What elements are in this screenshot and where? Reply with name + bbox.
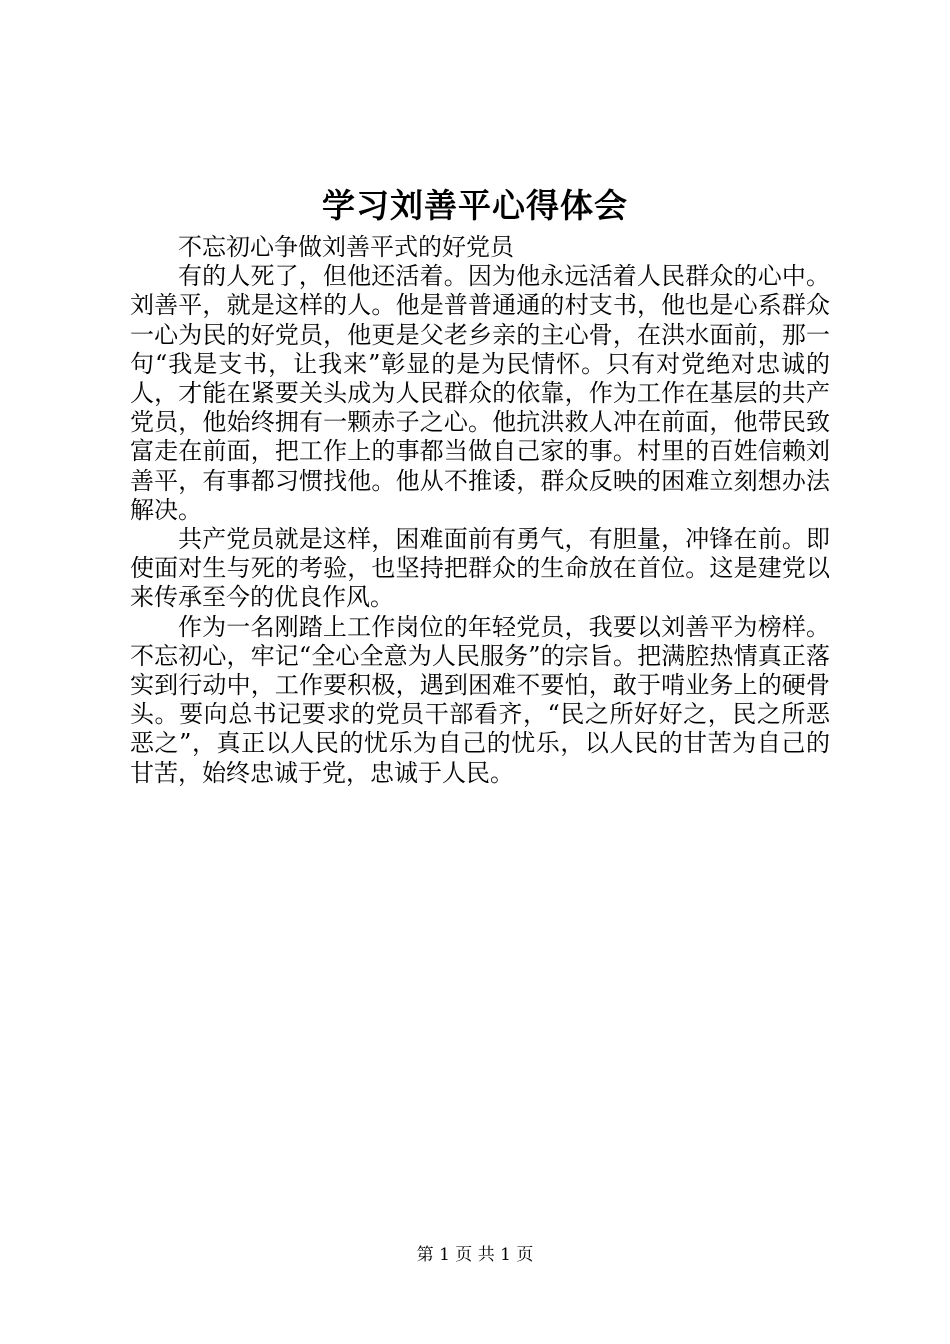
paragraph-2: 共产党员就是这样，困难面前有勇气，有胆量，冲锋在前。即使面对生与死的考验，也坚持把群众的生命放在首位。这是建党以来传承至今的优良作风。 [130, 525, 830, 612]
page-number-footer: 第 1 页 共 1 页 [416, 1245, 534, 1265]
paragraph-3: 作为一名刚踏上工作岗位的年轻党员，我要以刘善平为榜样。不忘初心，牢记“全心全意为人民服务”的宗旨。把满腔热情真正落实到行动中，工作要积极，遇到困难不要怕，敢于啃业务上的硬骨头。要向总书记要求的党员干部看齐，“民之所好好之，民之所恶恶之”，真正以人民的忧乐为自己的忧乐，以人民的甘苦为自己的甘苦，始终忠诚于党，忠诚于人民。 [130, 612, 830, 787]
document-body [130, 233, 830, 788]
document-title: 学习刘善平心得体会 [322, 186, 628, 225]
document-subtitle: 不忘初心争做刘善平式的好党员 [178, 233, 514, 261]
paragraph-1: 有的人死了，但他还活着。因为他永远活着人民群众的心中。刘善平，就是这样的人。他是普普通通的村支书，他也是心系群众一心为民的好党员，他更是父老乡亲的主心骨，在洪水面前，那一句“我是支书，让我来”彰显的是为民情怀。只有对党绝对忠诚的人，才能在紧要关头成为人民群众的依靠，作为工作在基层的共产党员，他始终拥有一颗赤子之心。他抗洪救人冲在前面，他带民致富走在前面，把工作上的事都当做自己家的事。村里的百姓信赖刘善平，有事都习惯找他。他从不推诿，群众反映的困难立刻想办法解决。 [130, 262, 830, 524]
